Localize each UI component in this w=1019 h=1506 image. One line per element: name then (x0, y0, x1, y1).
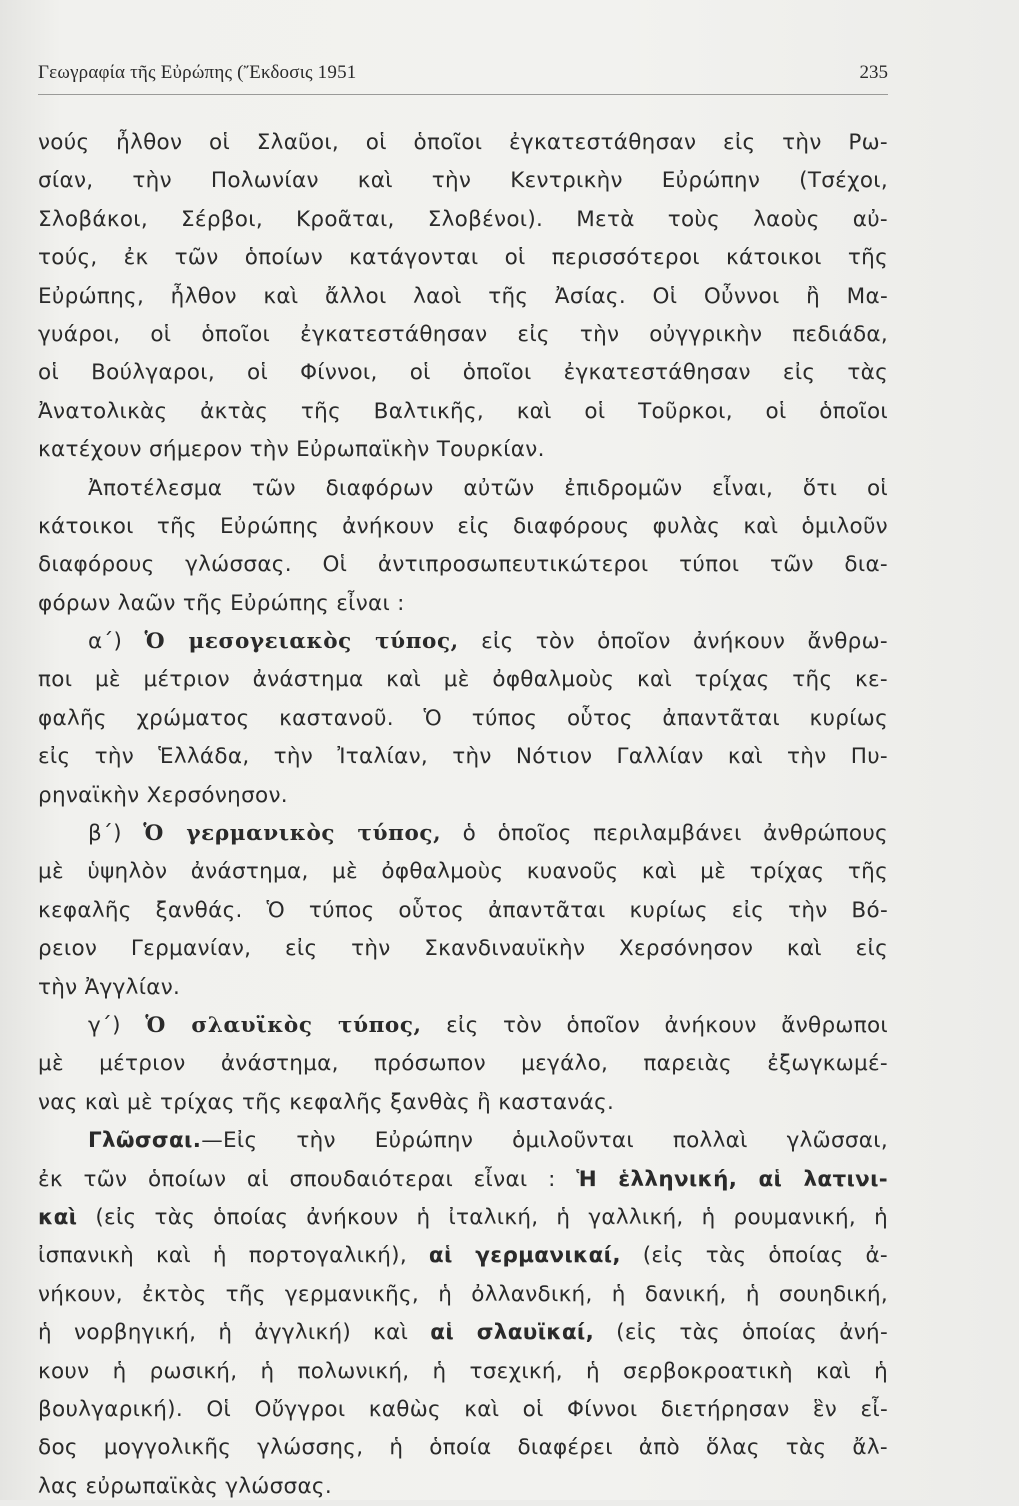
text-run: μὲ ὑψηλὸν ἀνάστημα, μὲ ὀφθαλμοὺς κυανοῦς καὶ μὲ τρίχας τῆς (38, 859, 888, 885)
emphasis-text: Ὁ μεσογειακὸς τύπος, (144, 629, 459, 655)
text-line (38, 738, 888, 776)
text-line (38, 623, 888, 661)
text-line (38, 278, 888, 316)
text-line (38, 393, 888, 431)
emphasis-text: Ἡ ἑλληνική, αἱ λατινι- (576, 1166, 888, 1192)
text-run: σίαν, τὴν Πολωνίαν καὶ τὴν Κεντρικὴν Εὐρώπην (Τσέχοι, (38, 168, 888, 194)
body-text (38, 124, 888, 1506)
text-line (38, 1007, 888, 1045)
text-run: ρειον Γερμανίαν, εἰς τὴν Σκανδιναυϊκὴν Χερσόνησον καὶ εἰς (38, 936, 888, 962)
text-line (38, 508, 888, 546)
text-line (38, 892, 888, 930)
text-run: λας εὐρωπαϊκὰς γλώσσας. (38, 1473, 332, 1499)
text-line (38, 1314, 888, 1352)
text-run: (εἰς τὰς ὁποίας ἀνήκουν ἡ ἰταλική, ἡ γαλλική, ἡ ρουμανική, ἡ (77, 1204, 888, 1230)
text-line (38, 777, 888, 815)
text-line (38, 815, 888, 853)
text-line (38, 1084, 888, 1122)
text-run: δος μογγολικῆς γλώσσης, ἡ ὁποία διαφέρει ἀπὸ ὅλας τὰς ἄλ- (38, 1435, 888, 1461)
text-line (38, 1122, 888, 1160)
text-line (38, 969, 888, 1007)
emphasis-text: αἱ γερμανικαί, (428, 1243, 621, 1269)
text-run: ἡ νορβηγική, ἡ ἀγγλική) καὶ (38, 1320, 431, 1346)
text-run: κατέχουν σήμερον τὴν Εὐρωπαϊκὴν Τουρκίαν. (38, 437, 545, 463)
text-run: ποι μὲ μέτριον ἀνάστημα καὶ μὲ ὀφθαλμοὺς καὶ τρίχας τῆς κε- (38, 667, 888, 693)
text-run: α΄) (88, 629, 145, 655)
text-line (38, 1468, 888, 1506)
text-line (38, 700, 888, 738)
text-run: Ἀνατολικὰς ἀκτὰς τῆς Βαλτικῆς, καὶ οἱ Τοῦρκοι, οἱ ὁποῖοι (38, 398, 888, 424)
text-run: Σλοβάκοι, Σέρβοι, Κροᾶται, Σλοβένοι). Μετὰ τοὺς λαοὺς αὐ- (38, 206, 888, 232)
text-line (38, 585, 888, 623)
text-line (38, 239, 888, 277)
text-line (38, 124, 888, 162)
text-run: οἱ Βούλγαροι, οἱ Φίννοι, οἱ ὁποῖοι ἐγκατεστάθησαν εἰς τὰς (38, 360, 888, 386)
text-run: Ἀποτέλεσμα τῶν διαφόρων αὐτῶν ἐπιδρομῶν εἶναι, ὅτι οἱ (88, 475, 888, 501)
text-line (38, 470, 888, 508)
running-title: Γεωγραφία τῆς Εὐρώπης (Ἔκδοσις 1951 (38, 62, 357, 83)
text-line (38, 316, 888, 354)
text-line (38, 1199, 888, 1237)
text-run: νήκουν, ἐκτὸς τῆς γερμανικῆς, ἡ ὀλλανδική, ἡ δανική, ἡ σουηδική, (38, 1281, 888, 1307)
text-line (38, 1045, 888, 1083)
text-line (38, 431, 888, 469)
text-run: διαφόρους γλώσσας. Οἱ ἀντιπροσωπευτικώτεροι τύποι τῶν δια- (38, 552, 888, 578)
text-line (38, 1237, 888, 1275)
text-run: εἰς τὸν ὁποῖον ἀνήκουν ἄνθρωποι (421, 1012, 888, 1038)
text-line (38, 1429, 888, 1467)
text-run: ἰσπανικὴ καὶ ἡ πορτογαλική), (38, 1243, 429, 1269)
text-run: μὲ μέτριον ἀνάστημα, πρόσωπον μεγάλο, παρειὰς ἐξωγκωμέ- (38, 1051, 888, 1077)
text-line (38, 1276, 888, 1314)
text-run: εἰς τὸν ὁποῖον ἀνήκουν ἄνθρω- (458, 629, 888, 655)
text-run: (εἰς τὰς ὁποίας ἀνή- (594, 1320, 888, 1346)
text-run: εἰς τὴν Ἑλλάδα, τὴν Ἰταλίαν, τὴν Νότιον Γαλλίαν καὶ τὴν Πυ- (38, 744, 888, 770)
text-line (38, 930, 888, 968)
text-run: κουν ἡ ρωσική, ἡ πολωνική, ἡ τσεχική, ἡ σερβοκροατικὴ καὶ ἡ (38, 1358, 888, 1384)
text-run: β΄) (88, 821, 144, 847)
text-run: ἐκ τῶν ὁποίων αἱ σπουδαιότεραι εἶναι : (38, 1166, 577, 1192)
text-run: τὴν Ἀγγλίαν. (38, 974, 181, 1000)
page-number: 235 (859, 62, 888, 83)
text-run: φαλῆς χρώματος καστανοῦ. Ὁ τύπος οὗτος ἀπαντᾶται κυρίως (38, 705, 888, 731)
text-run: (εἰς τὰς ὁποίας ἀ- (620, 1243, 888, 1269)
text-line (38, 1161, 888, 1199)
text-run: βουλγαρική). Οἱ Οὔγγροι καθὼς καὶ οἱ Φίννοι διετήρησαν ἓν εἶ- (38, 1396, 888, 1422)
text-run: ὁ ὁποῖος περιλαμβάνει ἀνθρώπους (441, 821, 888, 847)
header-rule (38, 94, 888, 95)
emphasis-text: Γλῶσσαι. (88, 1128, 202, 1154)
text-line (38, 201, 888, 239)
text-line (38, 546, 888, 584)
running-head (38, 62, 888, 92)
text-line (38, 162, 888, 200)
text-line (38, 661, 888, 699)
text-run: τούς, ἐκ τῶν ὁποίων κατάγονται οἱ περισσότεροι κάτοικοι τῆς (38, 245, 888, 271)
text-run: ρηναϊκὴν Χερσόνησον. (38, 782, 288, 808)
text-line (38, 853, 888, 891)
text-run: νούς ἦλθον οἱ Σλαῦοι, οἱ ὁποῖοι ἐγκατεστάθησαν εἰς τὴν Ρω- (38, 130, 888, 155)
emphasis-text: αἱ σλαυϊκαί, (430, 1320, 595, 1346)
text-line (38, 354, 888, 392)
text-run: κάτοικοι τῆς Εὐρώπης ἀνήκουν εἰς διαφόρους φυλὰς καὶ ὁμιλοῦν (38, 513, 888, 539)
text-run: —Εἰς τὴν Εὐρώπην ὁμιλοῦνται πολλαὶ γλῶσσαι, (201, 1128, 888, 1154)
text-run: κεφαλῆς ξανθάς. Ὁ τύπος οὗτος ἀπαντᾶται κυρίως εἰς τὴν Βό- (38, 897, 888, 923)
text-run: Εὐρώπης, ἦλθον καὶ ἄλλοι λαοὶ τῆς Ἀσίας. Οἱ Οὖννοι ἢ Μα- (38, 283, 888, 309)
emphasis-text: καὶ (38, 1204, 78, 1230)
text-run: νας καὶ μὲ τρίχας τῆς κεφαλῆς ξανθὰς ἢ καστανάς. (38, 1089, 615, 1115)
text-run: γ΄) (88, 1012, 146, 1038)
emphasis-text: Ὁ σλαυϊκὸς τύπος, (145, 1012, 422, 1038)
text-run: φόρων λαῶν τῆς Εὐρώπης εἶναι : (38, 590, 405, 616)
emphasis-text: Ὁ γερμανικὸς τύπος, (143, 821, 442, 847)
text-line (38, 1353, 888, 1391)
text-run: γυάροι, οἱ ὁποῖοι ἐγκατεστάθησαν εἰς τὴν οὐγγρικὴν πεδιάδα, (38, 321, 888, 347)
text-line (38, 1391, 888, 1429)
